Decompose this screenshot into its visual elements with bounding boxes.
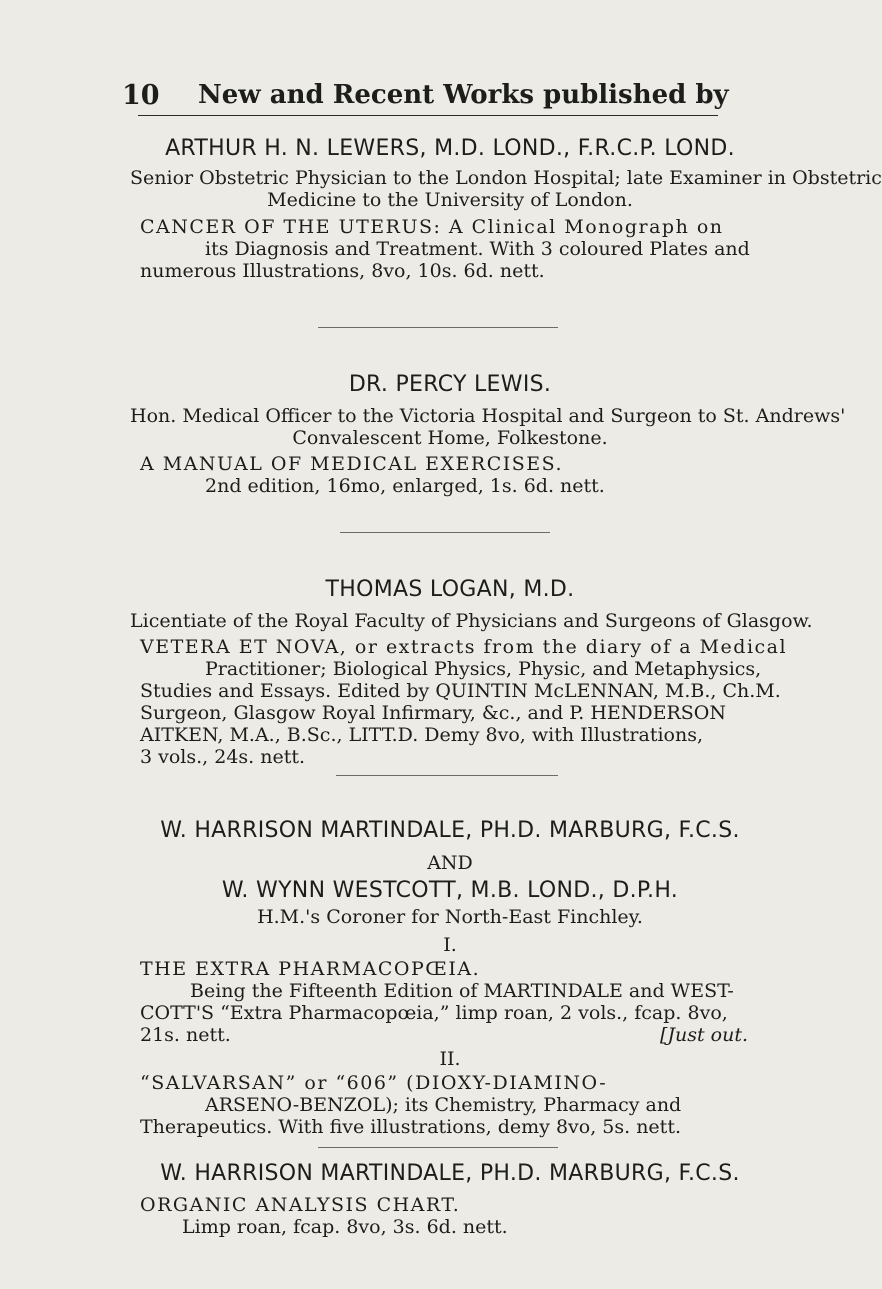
author-credentials-line: Senior Obstetric Physician to the London Hospital; late Examiner in Obstetric [130, 167, 882, 189]
book-entry [140, 636, 788, 768]
book-title-line: A MANUAL OF MEDICAL EXERCISES. [140, 453, 564, 475]
book-title-line: THE EXTRA PHARMACOPŒIA. [140, 958, 481, 980]
author-heading: W. HARRISON MARTINDALE, PH.D. MARBURG, F.C.S. [160, 1161, 740, 1186]
book-description-line: COTT'S “Extra Pharmacopœia,” limp roan, 2 vols., fcap. 8vo, [140, 1002, 728, 1024]
book-description-line: numerous Illustrations, 8vo, 10s. 6d. nett. [140, 260, 545, 282]
book-description-line: 2nd edition, 16mo, enlarged, 1s. 6d. nett. [205, 475, 605, 497]
book-description-line: Surgeon, Glasgow Royal Infirmary, &c., and P. HENDERSON [140, 702, 727, 724]
book-description-line: Studies and Essays. Edited by QUINTIN McLENNAN, M.B., Ch.M. [140, 680, 781, 702]
author-heading: THOMAS LOGAN, M.D. [325, 577, 575, 602]
author-heading: DR. PERCY LEWIS. [348, 372, 552, 397]
co-author-heading: W. WYNN WESTCOTT, M.B. LOND., D.P.H. [221, 878, 679, 903]
book-description-line [140, 1024, 768, 1046]
author-credentials-line: Medicine to the University of London. [267, 189, 633, 211]
book-numeral: II. [439, 1048, 461, 1070]
conjunction: AND [427, 852, 473, 874]
book-description-line: Being the Fifteenth Edition of MARTINDALE and WEST- [190, 980, 734, 1002]
book-entry [140, 958, 768, 1046]
book-title-line: ORGANIC ANALYSIS CHART. [140, 1194, 461, 1216]
book-description-text: 21s. nett. [140, 1024, 231, 1046]
author-credentials-line: H.M.'s Coroner for North-East Finchley. [257, 906, 643, 928]
author-credentials-line: Licentiate of the Royal Faculty of Physicians and Surgeons of Glasgow. [130, 610, 813, 632]
running-title: New and Recent Works published by [198, 80, 729, 110]
book-description-line: ARSENO-BENZOL); its Chemistry, Pharmacy and [205, 1094, 682, 1116]
book-title-line: VETERA ET NOVA, or extracts from the diary of a Medical [140, 636, 788, 658]
book-title-line: “SALVARSAN” or “606” (DIOXY-DIAMINO- [140, 1072, 608, 1094]
book-title-line: CANCER OF THE UTERUS: A Clinical Monograph on [140, 216, 724, 238]
separator-rule [318, 1147, 558, 1148]
book-description-line: AITKEN, M.A., B.Sc., LITT.D. Demy 8vo, with Illustrations, [140, 724, 703, 746]
book-entry [140, 453, 768, 497]
author-heading: ARTHUR H. N. LEWERS, M.D. LOND., F.R.C.P. LOND. [165, 136, 735, 161]
book-description-line: 3 vols., 24s. nett. [140, 746, 306, 768]
book-description-line: Limp roan, fcap. 8vo, 3s. 6d. nett. [182, 1216, 508, 1238]
book-numeral: I. [443, 934, 457, 956]
book-entry [140, 1194, 768, 1238]
separator-rule [318, 327, 558, 328]
header-rule [138, 115, 718, 116]
author-credentials-line: Convalescent Home, Folkestone. [292, 427, 608, 449]
author-heading: W. HARRISON MARTINDALE, PH.D. MARBURG, F.C.S. [160, 818, 740, 843]
book-description-line: Therapeutics. With five illustrations, demy 8vo, 5s. nett. [140, 1116, 681, 1138]
author-credentials-line: Hon. Medical Officer to the Victoria Hospital and Surgeon to St. Andrews' [130, 405, 846, 427]
book-description-line: its Diagnosis and Treatment. With 3 coloured Plates and [205, 238, 750, 260]
book-description-line: Practitioner; Biological Physics, Physic, and Metaphysics, [205, 658, 762, 680]
separator-rule [336, 775, 558, 776]
book-entry [140, 1072, 768, 1138]
book-entry [140, 216, 768, 282]
separator-rule [340, 532, 550, 533]
page-header [122, 80, 762, 120]
publication-note: [Just out. [659, 1024, 748, 1046]
page-number: 10 [122, 80, 160, 111]
